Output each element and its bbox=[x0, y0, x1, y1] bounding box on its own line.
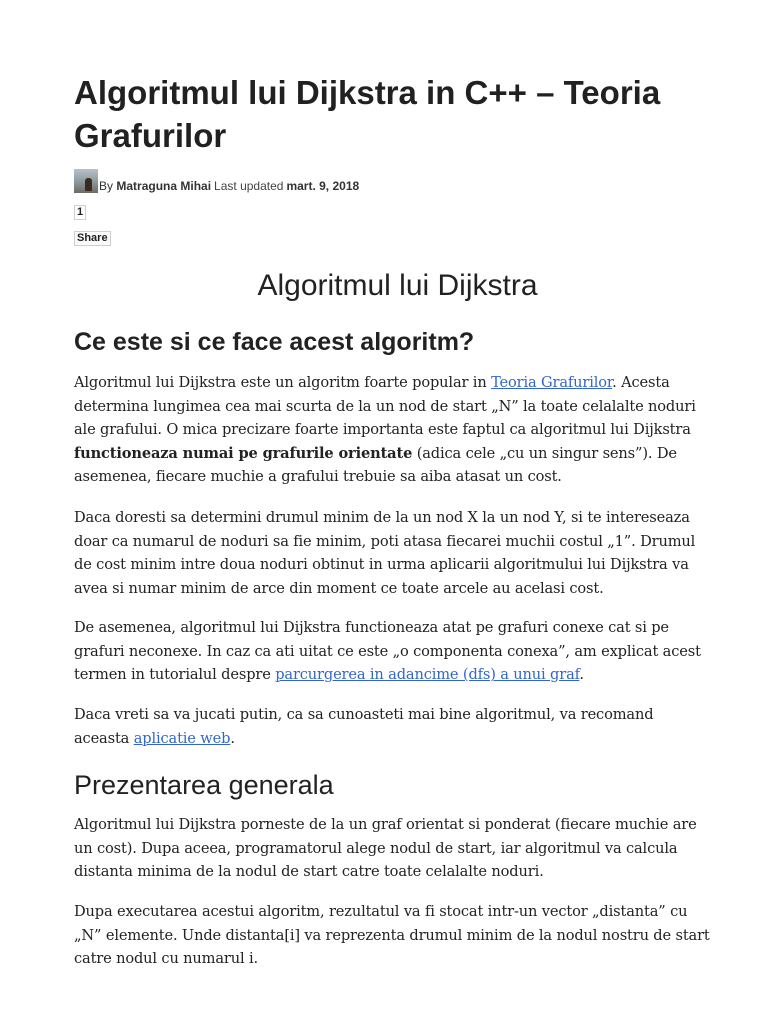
subheading-overview: Prezentarea generala bbox=[74, 770, 334, 800]
paragraph-text: . bbox=[230, 729, 235, 747]
updated-label: Last updated bbox=[214, 179, 284, 193]
paragraph-text: Daca vreti sa va jucati putin, ca sa cunoasteti mai bine algoritmul, va recomand aceasta bbox=[74, 706, 654, 747]
link-dfs-tutorial[interactable]: parcurgerea in adancime (dfs) a unui graf bbox=[275, 666, 580, 684]
comment-count-badge[interactable]: 1 bbox=[74, 205, 86, 220]
paragraph-text: Algoritmul lui Dijkstra este un algoritm foarte popular in bbox=[74, 374, 492, 391]
paragraph-text: (adica cele „cu un singur sens”). De asemenea, fiecare muchie a grafului trebuie sa aiba atasat un cost. bbox=[74, 444, 677, 486]
subheading-what-is: Ce este si ce face acest algoritm? bbox=[74, 328, 475, 356]
paragraph-overview-1: Algoritmul lui Dijkstra porneste de la un graf orientat si ponderat (fiecare muchie are un cost). Dupa aceea, programatorul alege nodul de start, iar algoritmul va calcula distanta minima de la nodul de start catre toate celalalte noduri. bbox=[74, 816, 697, 881]
article-meta bbox=[74, 169, 359, 193]
paragraph-intro bbox=[74, 371, 710, 489]
bold-text: functioneaza numai pe grafurile orientate bbox=[74, 444, 413, 462]
paragraph-web-app bbox=[74, 703, 710, 750]
author-avatar[interactable] bbox=[74, 169, 98, 193]
author-name[interactable]: Matraguna Mihai bbox=[116, 179, 212, 193]
link-aplicatie-web[interactable]: aplicatie web bbox=[133, 729, 231, 747]
updated-date: mart. 9, 2018 bbox=[286, 179, 360, 193]
section-title: Algoritmul lui Dijkstra bbox=[257, 269, 538, 302]
link-teoria-grafurilor[interactable]: Teoria Grafurilor bbox=[491, 374, 613, 391]
paragraph-text: . Acesta determina lungimea cea mai scurta de la un nod de start „N” la toate celalalte noduri ale grafului. O mica precizare foarte importanta este faptul ca algoritmul lui Dijkstra bbox=[74, 374, 696, 439]
paragraph-min-path: Daca doresti sa determini drumul minim de la un nod X la un nod Y, si te intereseaza doar ca numarul de noduri sa fie minim, poti atasa fiecarei muchii costul „1”. Drumul de cost minim intre doua noduri obtinut in urma aplicarii algoritmului lui Dijkstra va avea si numar minim de arce din moment ce toate arcele au acelasi cost. bbox=[74, 509, 696, 597]
share-button[interactable]: Share bbox=[74, 231, 111, 246]
paragraph-text: . bbox=[579, 666, 584, 684]
by-label: By bbox=[99, 179, 114, 193]
paragraph-text: De asemenea, algoritmul lui Dijkstra functioneaza atat pe grafuri conexe cat si pe grafuri neconexe. In caz ca ati uitat ce este „o componenta conexa”, am explicat acest termen in tutorialul despre bbox=[74, 619, 701, 684]
article-title: Algoritmul lui Dijkstra in C++ – Teoria Grafurilor bbox=[74, 74, 661, 154]
paragraph-conexe bbox=[74, 616, 710, 687]
paragraph-overview-2: Dupa executarea acestui algoritm, rezultatul va fi stocat intr-un vector „distanta” cu „N” elemente. Unde distanta[i] va reprezenta drumul minim de la nodul nostru de start catre nodul cu numarul i. bbox=[74, 903, 710, 968]
